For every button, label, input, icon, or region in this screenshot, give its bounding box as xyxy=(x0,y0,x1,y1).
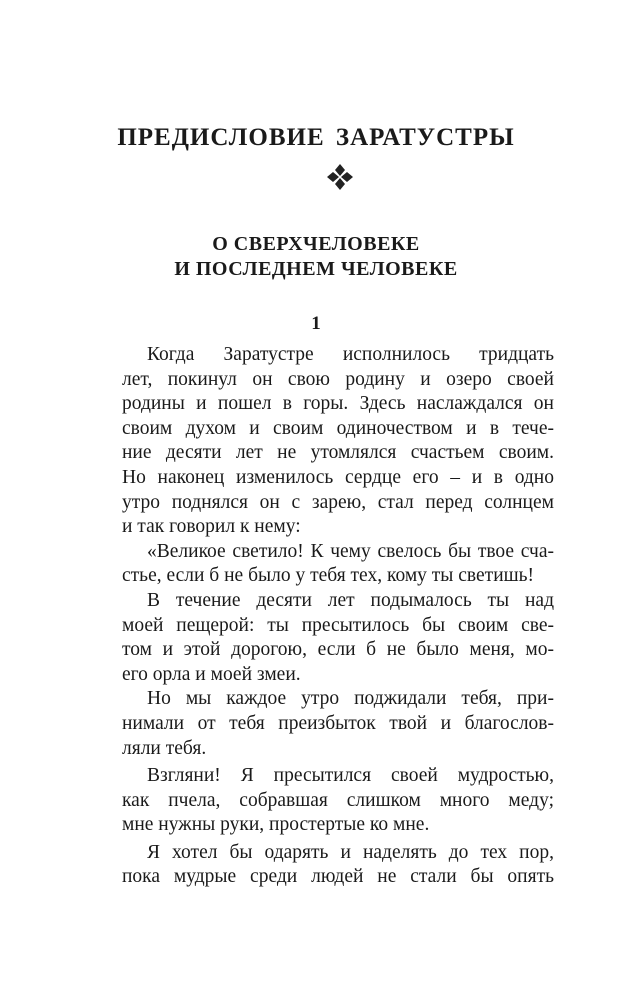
section-title-line-2: И ПОСЛЕДНЕМ ЧЕЛОВЕКЕ xyxy=(174,258,458,280)
text-line: родины и пошел в горы. Здесь наслаждался он xyxy=(122,393,554,415)
text-line: мне нужны руки, простертые ко мне. xyxy=(122,814,430,836)
ornament-icon xyxy=(326,163,354,191)
text-line: Взгляни! Я пресытился своей мудростью, xyxy=(147,765,554,787)
text-line: ние десяти лет не утомлялся счастьем своим. xyxy=(122,442,554,464)
text-line: Но наконец изменилось сердце его – и в одно xyxy=(122,466,554,488)
section-number: 1 xyxy=(311,313,321,334)
text-line: Я хотел бы одарять и наделять до тех пор, xyxy=(147,841,554,863)
text-line: пока мудрые среди людей не стали бы опять xyxy=(122,866,554,888)
text-line: моей пещерой: ты пресытилось бы своим све- xyxy=(122,614,554,636)
text-line: утро поднялся он с зарею, стал перед солнцем xyxy=(122,491,554,513)
chapter-title: ПРЕДИСЛОВИЕ ЗАРАТУСТРЫ xyxy=(117,124,515,151)
text-line: как пчела, собравшая слишком много меду; xyxy=(122,789,554,811)
section-title xyxy=(0,232,632,282)
text-line: своим духом и своим одиночеством и в тече- xyxy=(122,417,554,439)
section-title-line-1: О СВЕРХЧЕЛОВЕКЕ xyxy=(212,233,420,255)
text-line: «Великое светило! К чему свелось бы твое сча- xyxy=(147,540,554,562)
text-line: ляли тебя. xyxy=(122,737,207,759)
text-line: нимали от тебя преизбыток твой и благослов- xyxy=(122,712,554,734)
text-line: том и этой дорогою, если б не было меня, мо- xyxy=(122,639,554,661)
text-line: Когда Заратустре исполнилось тридцать xyxy=(147,344,554,365)
body-text xyxy=(122,343,554,890)
text-line: лет, покинул он свою родину и озеро своей xyxy=(122,368,554,390)
text-line: Но мы каждое утро поджидали тебя, при- xyxy=(147,688,554,710)
text-line: стье, если б не было у тебя тех, кому ты светишь! xyxy=(122,565,535,587)
text-line: его орла и моей змеи. xyxy=(122,663,301,685)
text-line: и так говорил к нему: xyxy=(122,516,301,538)
text-line: В течение десяти лет подымалось ты над xyxy=(147,589,554,611)
